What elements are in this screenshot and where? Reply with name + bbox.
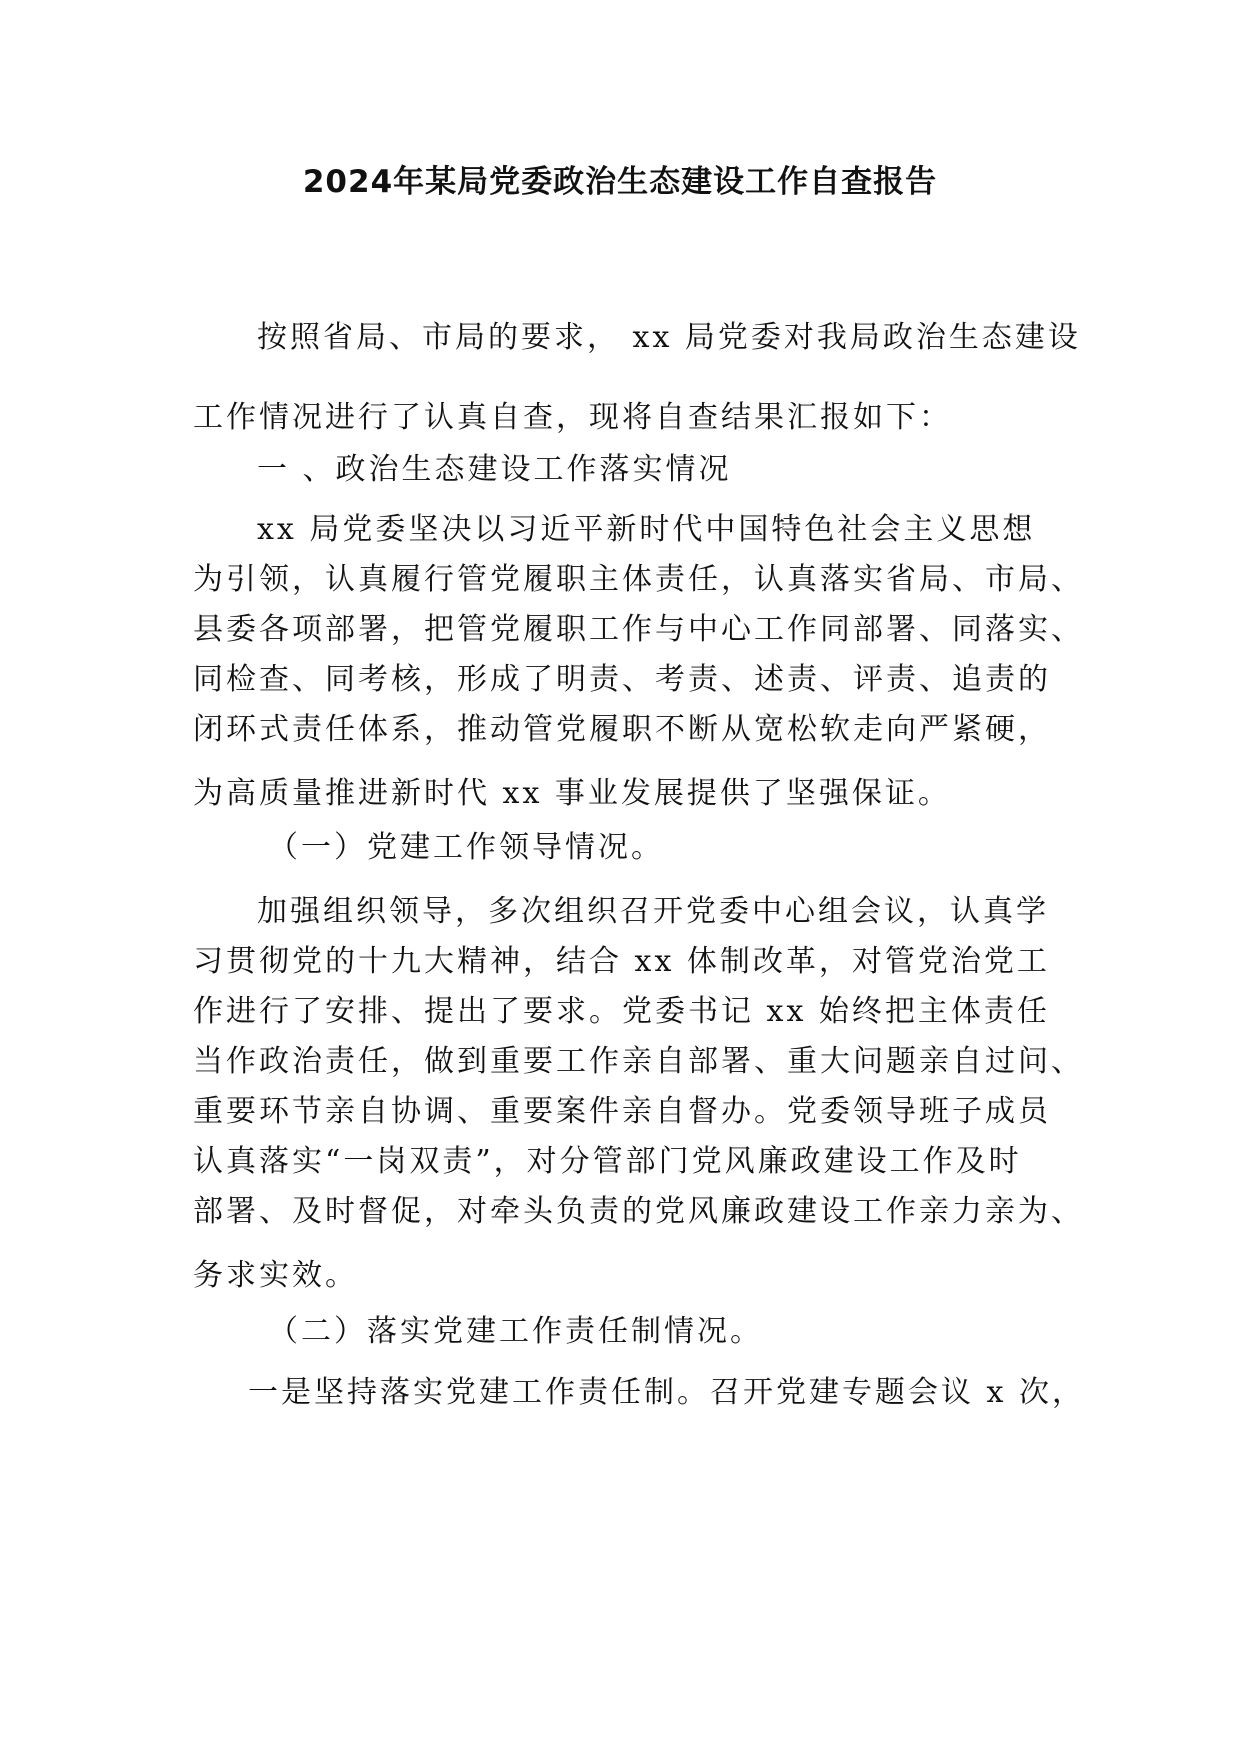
document-title: 2024年某局党委政治生态建设工作自查报告 (302, 164, 938, 200)
subsection-heading: （二）落实党建工作责任制情况。 (268, 1314, 763, 1349)
paragraph-line: 重要环节亲自协调、重要案件亲自督办。党委领导班子成员 (193, 1094, 1051, 1129)
paragraph-line: 为高质量推进新时代 xx 事业发展提供了坚强保证。 (193, 776, 951, 811)
paragraph-line: 务求实效。 (193, 1258, 358, 1293)
paragraph-line: 作进行了安排、提出了要求。党委书记 xx 始终把主体责任 (193, 994, 1050, 1029)
paragraph-line: 一是坚持落实党建工作责任制。召开党建专题会议 x 次， (248, 1375, 1085, 1410)
paragraph-line: 为引领，认真履行管党履职主体责任，认真落实省局、市局、 (193, 562, 1084, 597)
paragraph-line: 闭环式责任体系，推动管党履职不断从宽松软走向严紧硬， (193, 712, 1051, 747)
paragraph-line: xx 局党委坚决以习近平新时代中国特色社会主义思想 (257, 512, 1036, 547)
paragraph-line: 当作政治责任，做到重要工作亲自部署、重大问题亲自过问、 (193, 1044, 1084, 1079)
subsection-heading: （一）党建工作领导情况。 (268, 830, 664, 865)
paragraph-line: 认真落实“一岗双责”，对分管部门党风廉政建设工作及时 (193, 1144, 1022, 1179)
paragraph-line: 加强组织领导，多次组织召开党委中心组会议，认真学 (257, 894, 1049, 929)
paragraph-line: 县委各项部署，把管党履职工作与中心工作同部署、同落实、 (193, 612, 1084, 647)
paragraph-line: 按照省局、市局的要求， xx 局党委对我局政治生态建设 (257, 320, 1081, 355)
paragraph-line: 同检查、同考核，形成了明责、考责、述责、评责、追责的 (193, 662, 1051, 697)
paragraph-line: 工作情况进行了认真自查，现将自查结果汇报如下： (193, 400, 952, 435)
paragraph-line: 习贯彻党的十九大精神，结合 xx 体制改革，对管党治党工 (193, 944, 1050, 979)
paragraph-line: 部署、及时督促，对牵头负责的党风廉政建设工作亲力亲为、 (193, 1194, 1084, 1229)
section-heading: 一 、政治生态建设工作落实情况 (257, 452, 732, 487)
